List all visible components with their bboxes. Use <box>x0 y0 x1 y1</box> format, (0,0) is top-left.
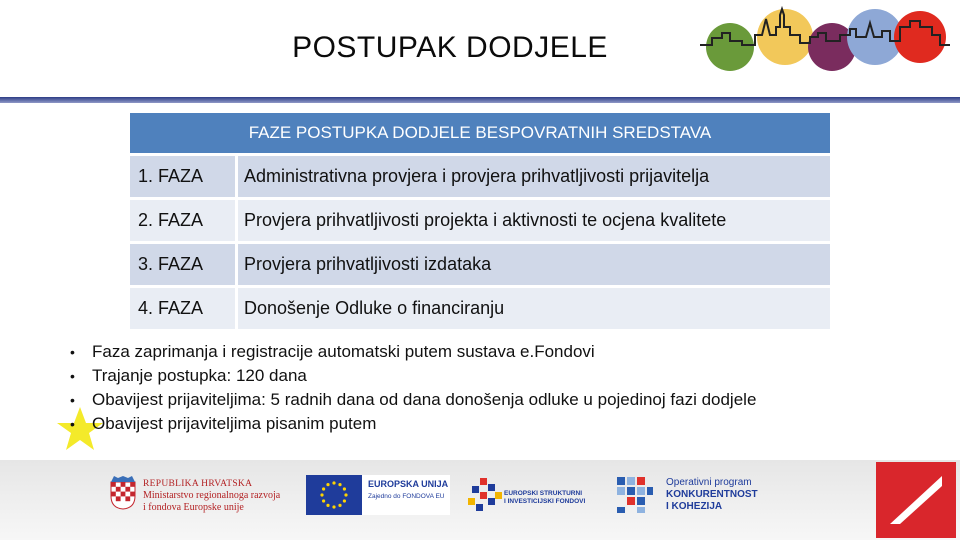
info-bullet-list <box>70 340 930 436</box>
bullet-marker: • <box>70 344 75 360</box>
op-line-2: KONKURENTNOST <box>666 489 758 500</box>
esi-line-2: I INVESTICIJSKI FONDOVI <box>504 498 586 505</box>
croatian-coat-of-arms-icon <box>110 476 136 510</box>
esi-funds-text <box>504 490 585 506</box>
list-item <box>70 364 930 388</box>
bullet-marker: • <box>70 392 75 408</box>
table-heading: FAZE POSTUPKA DODJELE BESPOVRATNIH SREDSTAVA <box>130 113 830 153</box>
table-row <box>130 244 830 285</box>
city-skyline-logo-icon <box>700 5 950 71</box>
description-cell: Provjera prihvatljivosti izdataka <box>238 244 830 285</box>
op-line-3: I KOHEZIJA <box>666 501 723 512</box>
table-row <box>130 200 830 241</box>
description-cell: Donošenje Odluke o financiranju <box>238 288 830 329</box>
bullet-marker: • <box>70 416 75 432</box>
ministry-line-3: i fondova Europske unije <box>143 502 244 513</box>
esi-line-1: EUROPSKI STRUKTURNI <box>504 490 583 497</box>
esi-funds-mosaic-icon <box>468 478 502 512</box>
header-bar <box>0 0 960 100</box>
list-item <box>70 412 930 436</box>
list-item <box>70 340 930 364</box>
phases-table <box>130 113 830 329</box>
table-row <box>130 156 830 197</box>
header-divider <box>0 97 960 103</box>
description-cell: Provjera prihvatljivosti projekta i aktivnosti te ocjena kvalitete <box>238 200 830 241</box>
eu-logo-title: EUROPSKA UNIJA <box>368 479 449 489</box>
ministry-line-2: Ministarstvo regionalnoga razvoja <box>143 490 281 501</box>
bullet-text: Faza zaprimanja i registracije automatski putem sustava e.Fondovi <box>92 342 595 361</box>
phase-cell: 1. FAZA <box>130 156 235 197</box>
ministry-logo-text <box>143 478 280 514</box>
bullet-text: Trajanje postupka: 120 dana <box>92 366 307 385</box>
operational-programme-mosaic-icon <box>615 475 655 515</box>
phase-cell: 2. FAZA <box>130 200 235 241</box>
list-item <box>70 388 930 412</box>
corner-emblem-icon <box>876 462 956 538</box>
phase-cell: 4. FAZA <box>130 288 235 329</box>
bullet-marker: • <box>70 368 75 384</box>
ministry-line-1: REPUBLIKA HRVATSKA <box>143 479 253 489</box>
eu-logo-subtitle: Zajedno do FONDOVA EU <box>368 493 445 500</box>
table-row <box>130 288 830 329</box>
eu-flag-icon <box>306 475 362 515</box>
description-cell: Administrativna provjera i provjera prihvatljivosti prijavitelja <box>238 156 830 197</box>
phase-cell: 3. FAZA <box>130 244 235 285</box>
bullet-text: Obavijest prijaviteljima: 5 radnih dana od dana donošenja odluke u pojedinoj fazi dodjele <box>92 390 757 409</box>
slide-title: POSTUPAK DODJELE <box>292 31 608 64</box>
operational-programme-text <box>666 477 758 513</box>
bullet-text: Obavijest prijaviteljima pisanim putem <box>92 414 377 433</box>
op-line-1: Operativni program <box>666 477 752 488</box>
